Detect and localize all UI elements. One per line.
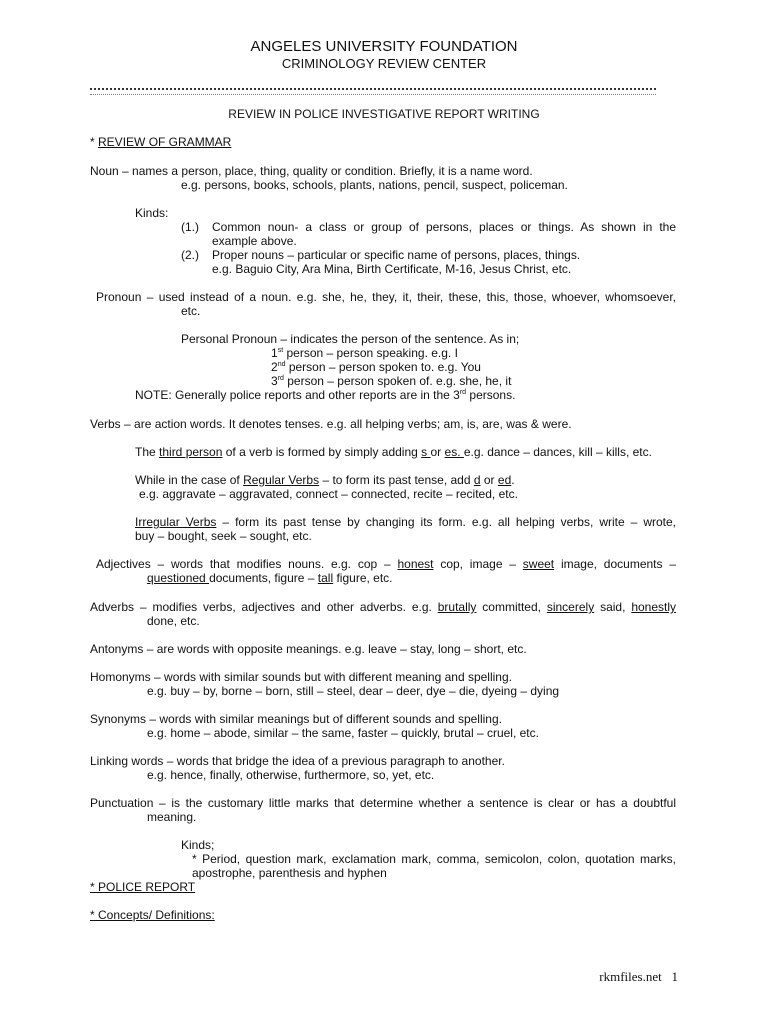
punctuation-kinds-cont: apostrophe, parenthesis and hyphen xyxy=(192,866,387,880)
kind1-number: (1.) xyxy=(181,220,199,234)
page-number: 1 xyxy=(671,969,678,984)
kind2-text: Proper nouns – particular or specific name of persons, places, things. xyxy=(212,248,581,262)
punctuation-kinds: * Period, question mark, exclamation mark, comma, semicolon, colon, quotation marks, xyxy=(192,852,676,866)
document-title: REVIEW IN POLICE INVESTIGATIVE REPORT WRITING xyxy=(228,107,540,121)
homonyms-definition: Homonyms – words with similar sounds but with different meaning and spelling. xyxy=(90,670,512,684)
org-name: ANGELES UNIVERSITY FOUNDATION xyxy=(250,38,518,55)
homonyms-example: e.g. buy – by, borne – born, still – steel, dear – deer, dye – die, dyeing – dying xyxy=(147,684,560,698)
adjectives-definition: Adjectives – words that modifies nouns. e.g. cop – honest cop, image – sweet image, documents – xyxy=(96,557,676,571)
noun-example: e.g. persons, books, schools, plants, nations, pencil, suspect, policeman. xyxy=(181,178,568,192)
adverbs-definition-cont: done, etc. xyxy=(147,614,200,628)
kind2-example: e.g. Baguio City, Ara Mina, Birth Certificate, M-16, Jesus Christ, etc. xyxy=(212,262,572,276)
synonyms-example: e.g. home – abode, similar – the same, faster – quickly, brutal – cruel, etc. xyxy=(147,726,539,740)
irregular-verbs-cont: buy – bought, seek – sought, etc. xyxy=(135,529,312,543)
adverbs-definition: Adverbs – modifies verbs, adjectives and other adverbs. e.g. brutally committed, sincerely said, honestly xyxy=(90,600,677,614)
linking-words-definition: Linking words – words that bridge the idea of a previous paragraph to another. xyxy=(90,754,505,768)
grammar-heading: * REVIEW OF GRAMMAR xyxy=(90,135,232,149)
punctuation-kinds-label: Kinds; xyxy=(181,838,215,852)
third-person: 3rd person – person spoken of. e.g. she, he, it xyxy=(271,374,512,388)
page-footer xyxy=(599,970,678,984)
dotted-rule xyxy=(90,88,656,95)
dept-name: CRIMINOLOGY REVIEW CENTER xyxy=(281,56,487,71)
synonyms-definition: Synonyms – words with similar meanings but of different sounds and spelling. xyxy=(90,712,502,726)
concepts-heading: * Concepts/ Definitions: xyxy=(90,908,215,922)
regular-verbs-example: e.g. aggravate – aggravated, connect – connected, recite – recited, etc. xyxy=(139,487,518,501)
kind2-number: (2.) xyxy=(181,248,199,262)
pronoun-definition: Pronoun – used instead of a noun. e.g. she, he, they, it, their, these, this, those, whoever, whomsoever, xyxy=(96,290,676,304)
personal-pronoun: Personal Pronoun – indicates the person of the sentence. As in; xyxy=(181,332,520,346)
kinds-label: Kinds: xyxy=(135,206,169,220)
third-person-verb: The third person of a verb is formed by simply adding s or es. e.g. dance – dances, kill – kills, etc. xyxy=(135,445,652,459)
second-person: 2nd person – person spoken to. e.g. You xyxy=(271,360,481,374)
punctuation-definition: Punctuation – is the customary little marks that determine whether a sentence is clear or has a doubtful xyxy=(90,796,676,810)
pronoun-definition-cont: etc. xyxy=(181,304,201,318)
police-report-heading: * POLICE REPORT xyxy=(90,880,196,894)
footer-site: rkmfiles.net xyxy=(599,969,662,984)
regular-verbs: While in the case of Regular Verbs – to form its past tense, add d or ed. xyxy=(135,473,515,487)
first-person: 1st person – person speaking. e.g. I xyxy=(271,346,458,360)
note: NOTE: Generally police reports and other reports are in the 3rd persons. xyxy=(135,388,516,402)
kind1-text-cont: example above. xyxy=(212,234,297,248)
noun-definition: Noun – names a person, place, thing, quality or condition. Briefly, it is a name word. xyxy=(90,164,533,178)
antonyms-definition: Antonyms – are words with opposite meanings. e.g. leave – stay, long – short, etc. xyxy=(90,642,527,656)
irregular-verbs: Irregular Verbs – form its past tense by changing its form. e.g. all helping verbs, write – wrote, xyxy=(135,515,677,529)
kind1-text: Common noun- a class or group of persons, places or things. As shown in the xyxy=(212,220,676,234)
adjectives-definition-cont: questioned documents, figure – tall figure, etc. xyxy=(147,571,393,585)
punctuation-definition-cont: meaning. xyxy=(147,810,197,824)
verbs-definition: Verbs – are action words. It denotes tenses. e.g. all helping verbs; am, is, are, was & were. xyxy=(90,417,572,431)
linking-words-example: e.g. hence, finally, otherwise, furthermore, so, yet, etc. xyxy=(147,768,435,782)
